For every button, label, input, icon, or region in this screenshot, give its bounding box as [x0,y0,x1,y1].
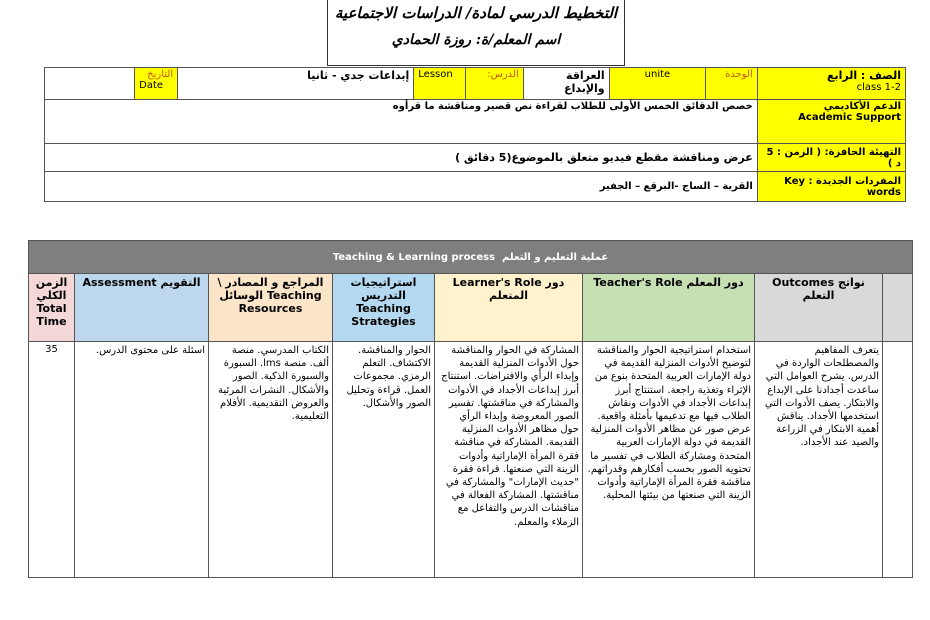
keywords-cell [757,172,905,202]
unite-label-ar: الوحدة [706,68,758,100]
col-header-resources: المراجع و المصادر \ الوسائل Teaching Resources [209,274,333,342]
keywords-label-ar: المفردات الجديدة : [808,175,901,187]
col-header-strategies: استراتيجيات التدريس Teaching Strategies [333,274,435,342]
keywords-label-en: Key words [784,175,901,198]
support-text: خصص الدقائق الخمس الأولى للطلاب لقراءة نص قصير ومناقشة ما قرأوه [45,100,758,144]
col-header-outcomes: Outcomes نواتج التعلم [755,274,883,342]
motivation-text: عرض ومناقشة مقطع فيديو متعلق بالموضوع(5 دقائق ) [45,144,758,172]
col-header-blank [883,274,913,342]
keywords-text: القرية – الساج -البرقع – الجفير [45,172,758,202]
process-title-en: Teaching & Learning process [332,251,496,263]
process-title-bar [29,241,913,274]
motivation-label: التهيئة الحافزة: ( الزمن : 5 د ) [757,144,905,172]
support-cell [757,100,905,144]
support-label-en: Academic Support [798,112,901,123]
col-header-time: الزمن الكلي Total Time [29,274,75,342]
cell-time: 35 [29,342,75,578]
process-title-ar: عملية التعليم و التعلم [502,251,609,263]
cell-resources: الكتاب المدرسي. منصة ألف. منصة lms. السبورة والسبورة الذكية. الصور والأشكال. النشرات المرئية والعروض التقديمية. الأفلام التعليمية. [209,342,333,578]
lesson-label-en: Lesson [414,68,466,100]
cell-strategies: الحوار والمناقشة. الاكتشاف. التعلم الرمزي. مجموعات العمل. قراءة وتحليل الصور والأشكال. [333,342,435,578]
col-header-teacher: Teacher's Role دور المعلم [583,274,755,342]
teaching-process-table [28,240,913,578]
grade-cell [757,68,905,100]
cell-teacher: استخدام استراتيجية الحوار والمناقشة لتوضيح الأدوات المنزلية القديمة في دولة الإمارات العربية المتحدة بنوع من الإثراء وتغذية راجعة. استنتاج أبرز إبداعات الأجداد في الأدوات ونقاش الطلاب فيها مع تدعيمها بأمثلة واقعية. عرض صور عن مظاهر الأدوات المنزلية القديمة في دولة الإمارات العربية المتحدة ومشاركة الطلاب في تفسير ما تحتويه الصور بحسب أفكارهم وقدراتهم. مناقشة فقرة المرأة الإماراتية وأدوات الزينة التي صنعتها من بيئتها المحلية. [583,342,755,578]
title-box [327,0,625,66]
blank-cell [45,68,135,100]
col-header-learner: Learner's Role دور المتعلم [435,274,583,342]
unite-label-en: unite [609,68,706,100]
lesson-label-ar: الدرس: [465,68,523,100]
cell-learner: المشاركة في الحوار والمناقشة حول الأدوات المنزلية القديمة وإبداء الرأي والافتراضات. استنتاج أبرز إبداعات الأجداد في الأدوات والمشاركة في مناقشتها. تفسير الصور المعروضة وإبداء الرأي حول مظاهر الأدوات المنزلية القديمة. المشاركة في مناقشة فقرة المرأة الإماراتية وأدوات الزينة التي صنعتها. قراءة فقرة "حديث الإمارات" والمشاركة في مناقشتها. المشاركة الفعالة في مناقشات الدرس والتفاعل مع الزملاء والمعلم. [435,342,583,578]
date-label-ar: التاريخ [147,69,174,80]
class-label: class 1-2 [856,82,901,93]
date-cell [135,68,178,100]
col-header-assessment: Assessment التقويم [75,274,209,342]
cell-blank [883,342,913,578]
unit-value: العراقة والإبداع [523,68,609,100]
cell-outcomes: يتعرف المفاهيم والمصطلحات الواردة في الدرس. يشرح العوامل التي ساعدت أجدادنا على الإبداع والابتكار. يصف الأدوات التي استخدمها الأجداد. يناقش أهمية الابتكار في الزراعة والصيد عند الأجداد. [755,342,883,578]
lesson-value: إبداعات جدي - ثانيا [178,68,414,100]
lesson-info-table [44,67,906,202]
cell-assessment: اسئلة على محتوى الدرس. [75,342,209,578]
page-title: التخطيط الدرسي لمادة/ الدراسات الاجتماعية [334,4,618,22]
support-label-ar: الدعم الأكاديمي [823,101,901,112]
teacher-name: اسم المعلم/ة: روزة الحمادي [391,32,561,48]
date-label-en: Date [139,80,164,91]
grade-label: الصف : الرابع [826,69,901,82]
